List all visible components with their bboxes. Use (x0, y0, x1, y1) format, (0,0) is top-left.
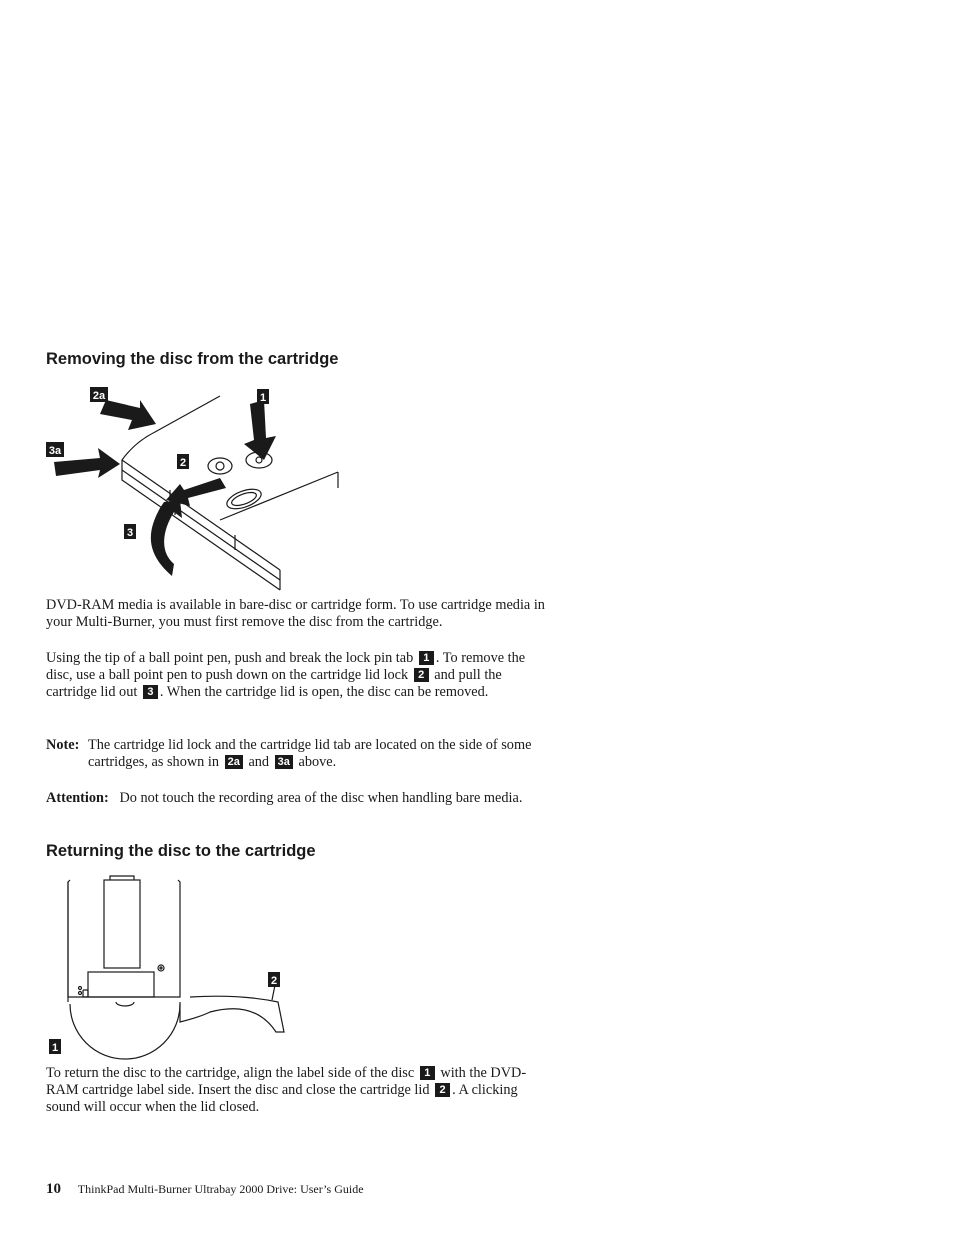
inline-callout-2a: 2a (225, 755, 243, 769)
page-number: 10 (46, 1181, 61, 1197)
callout-2: 2 (179, 457, 187, 469)
section-heading-removing: Removing the disc from the cartridge (46, 350, 339, 368)
figure-return-disc (40, 872, 290, 1062)
paragraph-return-steps: To return the disc to the cartridge, align the label side of the disc 1 with the DVD-RAM cartridge label side. Insert the disc and close the cartridge lid 2 . A clicking sound will occur when the lid closed. (46, 1065, 527, 1115)
note-block: Note: The cartridge lid lock and the cartridge lid tab are located on the side of some cartridges, as shown in 2a and 3a above. (46, 737, 532, 770)
callout-3a: 3a (48, 445, 62, 457)
callout-1: 1 (259, 392, 267, 404)
callout-disc-1: 1 (51, 1042, 59, 1054)
inline-callout-1: 1 (419, 651, 434, 665)
section-heading-returning: Returning the disc to the cartridge (46, 842, 316, 860)
page-footer (46, 1181, 364, 1198)
paragraph-remove-steps: Using the tip of a ball point pen, push and break the lock pin tab 1 . To remove the disc, use a ball point pen to push down on the cartridge lid lock 2 and pull the cartridge lid out 3 . When the cartridge lid is open, the disc can be removed. (46, 650, 526, 700)
note-label: Note: (46, 737, 80, 753)
inline-callout-3: 3 (143, 685, 158, 699)
callout-3: 3 (126, 527, 134, 539)
inline-callout-3a: 3a (275, 755, 293, 769)
inline-callout-lid-2: 2 (435, 1083, 450, 1097)
callout-lid-2: 2 (270, 975, 278, 987)
inline-callout-disc-1: 1 (420, 1066, 435, 1080)
attention-block: Attention: Do not touch the recording area of the disc when handling bare media. (46, 790, 523, 806)
callout-2a: 2a (92, 390, 106, 402)
inline-callout-2: 2 (414, 668, 429, 682)
figure-remove-disc (40, 380, 350, 595)
attention-label: Attention: (46, 790, 109, 806)
footer-title: ThinkPad Multi-Burner Ultrabay 2000 Drive: User’s Guide (77, 1182, 364, 1196)
paragraph-media-forms: DVD-RAM media is available in bare-disc or cartridge form. To use cartridge media in your Multi-Burner, you must first remove the disc from the cartridge. (46, 597, 545, 630)
